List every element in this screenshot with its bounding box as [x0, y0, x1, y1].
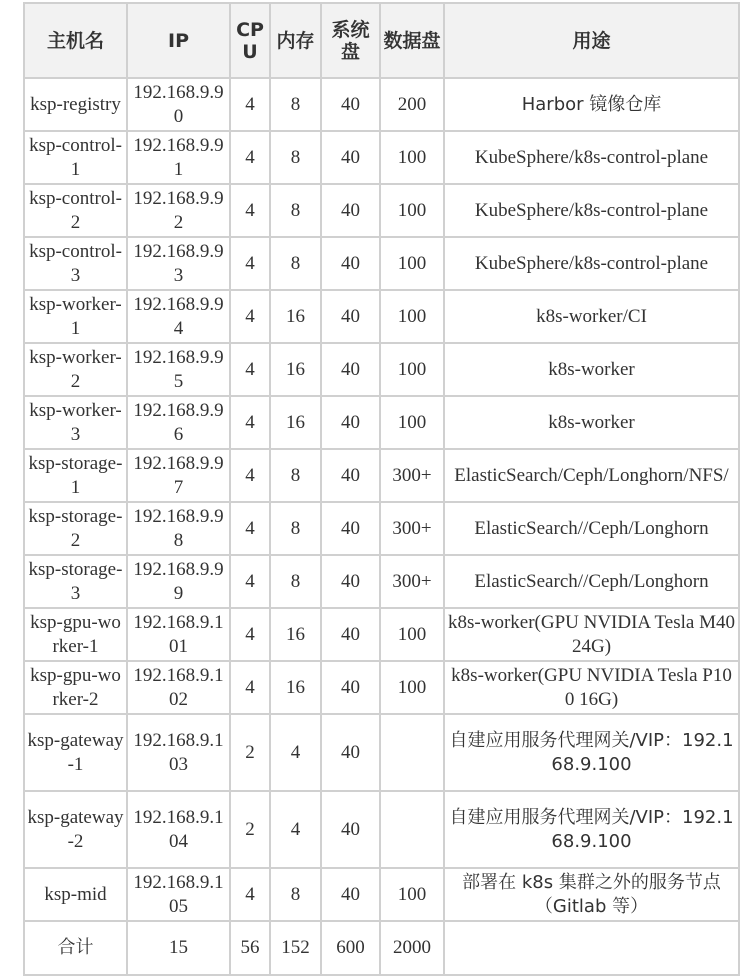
- total-data-disk: 2000: [380, 921, 444, 975]
- cell-hostname: ksp-control-3: [24, 237, 127, 290]
- cell-ip: 192.168.9.92: [127, 184, 230, 237]
- cell-data-disk: 100: [380, 237, 444, 290]
- header-usage: 用途: [444, 3, 739, 78]
- header-cpu: CPU: [230, 3, 270, 78]
- cell-hostname: ksp-worker-1: [24, 290, 127, 343]
- cell-usage: ElasticSearch/Ceph/Longhorn/NFS/: [444, 449, 739, 502]
- cell-usage: Harbor 镜像仓库: [444, 78, 739, 131]
- table-row: [24, 608, 739, 661]
- cell-system-disk: 40: [321, 131, 380, 184]
- cell-system-disk: 40: [321, 791, 380, 868]
- cell-cpu: 4: [230, 449, 270, 502]
- cell-hostname: ksp-worker-2: [24, 343, 127, 396]
- cell-system-disk: 40: [321, 78, 380, 131]
- table-row: [24, 555, 739, 608]
- total-host-count: 15: [127, 921, 230, 975]
- cell-cpu: 4: [230, 78, 270, 131]
- cell-ip: 192.168.9.103: [127, 714, 230, 791]
- cell-usage: k8s-worker: [444, 396, 739, 449]
- cell-data-disk: 100: [380, 184, 444, 237]
- cell-usage: ElasticSearch//Ceph/Longhorn: [444, 555, 739, 608]
- cell-cpu: 4: [230, 290, 270, 343]
- cell-data-disk: 200: [380, 78, 444, 131]
- total-cpu: 56: [230, 921, 270, 975]
- total-usage: [444, 921, 739, 975]
- cell-usage: KubeSphere/k8s-control-plane: [444, 131, 739, 184]
- cell-memory: 16: [270, 661, 321, 714]
- cell-system-disk: 40: [321, 555, 380, 608]
- cell-ip: 192.168.9.93: [127, 237, 230, 290]
- cell-usage: KubeSphere/k8s-control-plane: [444, 237, 739, 290]
- cell-usage: ElasticSearch//Ceph/Longhorn: [444, 502, 739, 555]
- cell-ip: 192.168.9.101: [127, 608, 230, 661]
- cell-usage: 部署在 k8s 集群之外的服务节点（Gitlab 等）: [444, 868, 739, 921]
- cell-memory: 8: [270, 868, 321, 921]
- cell-hostname: ksp-gpu-worker-2: [24, 661, 127, 714]
- cell-cpu: 2: [230, 791, 270, 868]
- cell-ip: 192.168.9.97: [127, 449, 230, 502]
- table-row: [24, 343, 739, 396]
- cell-hostname: ksp-gateway-1: [24, 714, 127, 791]
- cell-system-disk: 40: [321, 868, 380, 921]
- cell-data-disk: 100: [380, 343, 444, 396]
- cell-cpu: 2: [230, 714, 270, 791]
- table-row: [24, 290, 739, 343]
- cell-memory: 8: [270, 237, 321, 290]
- total-system-disk: 600: [321, 921, 380, 975]
- cell-memory: 16: [270, 290, 321, 343]
- header-hostname: 主机名: [24, 3, 127, 78]
- cell-system-disk: 40: [321, 502, 380, 555]
- cell-system-disk: 40: [321, 396, 380, 449]
- cell-data-disk: 300+: [380, 555, 444, 608]
- cell-cpu: 4: [230, 184, 270, 237]
- cell-hostname: ksp-storage-3: [24, 555, 127, 608]
- cell-data-disk: [380, 714, 444, 791]
- cell-cpu: 4: [230, 131, 270, 184]
- host-table: [23, 2, 740, 976]
- cell-data-disk: 300+: [380, 449, 444, 502]
- cell-usage: 自建应用服务代理网关/VIP：192.168.9.100: [444, 791, 739, 868]
- cell-memory: 8: [270, 449, 321, 502]
- cell-memory: 4: [270, 714, 321, 791]
- cell-memory: 8: [270, 502, 321, 555]
- table-row: [24, 184, 739, 237]
- table-row: [24, 131, 739, 184]
- header-row: [24, 3, 739, 78]
- cell-ip: 192.168.9.96: [127, 396, 230, 449]
- cell-hostname: ksp-storage-2: [24, 502, 127, 555]
- cell-cpu: 4: [230, 661, 270, 714]
- cell-memory: 16: [270, 396, 321, 449]
- cell-cpu: 4: [230, 502, 270, 555]
- cell-ip: 192.168.9.95: [127, 343, 230, 396]
- cell-data-disk: 100: [380, 661, 444, 714]
- cell-hostname: ksp-registry: [24, 78, 127, 131]
- cell-hostname: ksp-gateway-2: [24, 791, 127, 868]
- cell-ip: 192.168.9.98: [127, 502, 230, 555]
- cell-usage: k8s-worker: [444, 343, 739, 396]
- header-memory: 内存: [270, 3, 321, 78]
- total-label: 合计: [24, 921, 127, 975]
- table-row: [24, 502, 739, 555]
- cell-cpu: 4: [230, 868, 270, 921]
- cell-usage: 自建应用服务代理网关/VIP：192.168.9.100: [444, 714, 739, 791]
- cell-cpu: 4: [230, 396, 270, 449]
- cell-hostname: ksp-control-2: [24, 184, 127, 237]
- cell-data-disk: 100: [380, 608, 444, 661]
- cell-data-disk: 100: [380, 396, 444, 449]
- cell-hostname: ksp-control-1: [24, 131, 127, 184]
- cell-cpu: 4: [230, 237, 270, 290]
- cell-usage: k8s-worker/CI: [444, 290, 739, 343]
- table-row: [24, 868, 739, 921]
- cell-data-disk: 100: [380, 868, 444, 921]
- cell-system-disk: 40: [321, 714, 380, 791]
- cell-system-disk: 40: [321, 290, 380, 343]
- cell-system-disk: 40: [321, 237, 380, 290]
- cell-ip: 192.168.9.105: [127, 868, 230, 921]
- cell-usage: KubeSphere/k8s-control-plane: [444, 184, 739, 237]
- cell-system-disk: 40: [321, 184, 380, 237]
- cell-hostname: ksp-storage-1: [24, 449, 127, 502]
- cell-memory: 16: [270, 343, 321, 396]
- table-row: [24, 78, 739, 131]
- table-row: [24, 714, 739, 791]
- cell-cpu: 4: [230, 343, 270, 396]
- cell-memory: 8: [270, 78, 321, 131]
- cell-cpu: 4: [230, 555, 270, 608]
- cell-data-disk: 100: [380, 131, 444, 184]
- total-memory: 152: [270, 921, 321, 975]
- cell-memory: 16: [270, 608, 321, 661]
- cell-system-disk: 40: [321, 661, 380, 714]
- cell-ip: 192.168.9.99: [127, 555, 230, 608]
- host-table-container: [23, 2, 740, 976]
- cell-memory: 4: [270, 791, 321, 868]
- header-system-disk: 系统盘: [321, 3, 380, 78]
- table-row: [24, 791, 739, 868]
- cell-cpu: 4: [230, 608, 270, 661]
- cell-ip: 192.168.9.102: [127, 661, 230, 714]
- cell-system-disk: 40: [321, 608, 380, 661]
- table-row: [24, 237, 739, 290]
- cell-memory: 8: [270, 555, 321, 608]
- cell-hostname: ksp-gpu-worker-1: [24, 608, 127, 661]
- cell-ip: 192.168.9.94: [127, 290, 230, 343]
- cell-ip: 192.168.9.104: [127, 791, 230, 868]
- cell-usage: k8s-worker(GPU NVIDIA Tesla P100 16G): [444, 661, 739, 714]
- cell-data-disk: 300+: [380, 502, 444, 555]
- cell-ip: 192.168.9.91: [127, 131, 230, 184]
- cell-hostname: ksp-worker-3: [24, 396, 127, 449]
- header-ip: IP: [127, 3, 230, 78]
- table-row: [24, 661, 739, 714]
- cell-memory: 8: [270, 184, 321, 237]
- cell-ip: 192.168.9.90: [127, 78, 230, 131]
- cell-data-disk: 100: [380, 290, 444, 343]
- table-row: [24, 396, 739, 449]
- cell-data-disk: [380, 791, 444, 868]
- cell-usage: k8s-worker(GPU NVIDIA Tesla M40 24G): [444, 608, 739, 661]
- cell-hostname: ksp-mid: [24, 868, 127, 921]
- header-data-disk: 数据盘: [380, 3, 444, 78]
- cell-system-disk: 40: [321, 449, 380, 502]
- cell-system-disk: 40: [321, 343, 380, 396]
- table-row: [24, 449, 739, 502]
- cell-memory: 8: [270, 131, 321, 184]
- total-row: [24, 921, 739, 975]
